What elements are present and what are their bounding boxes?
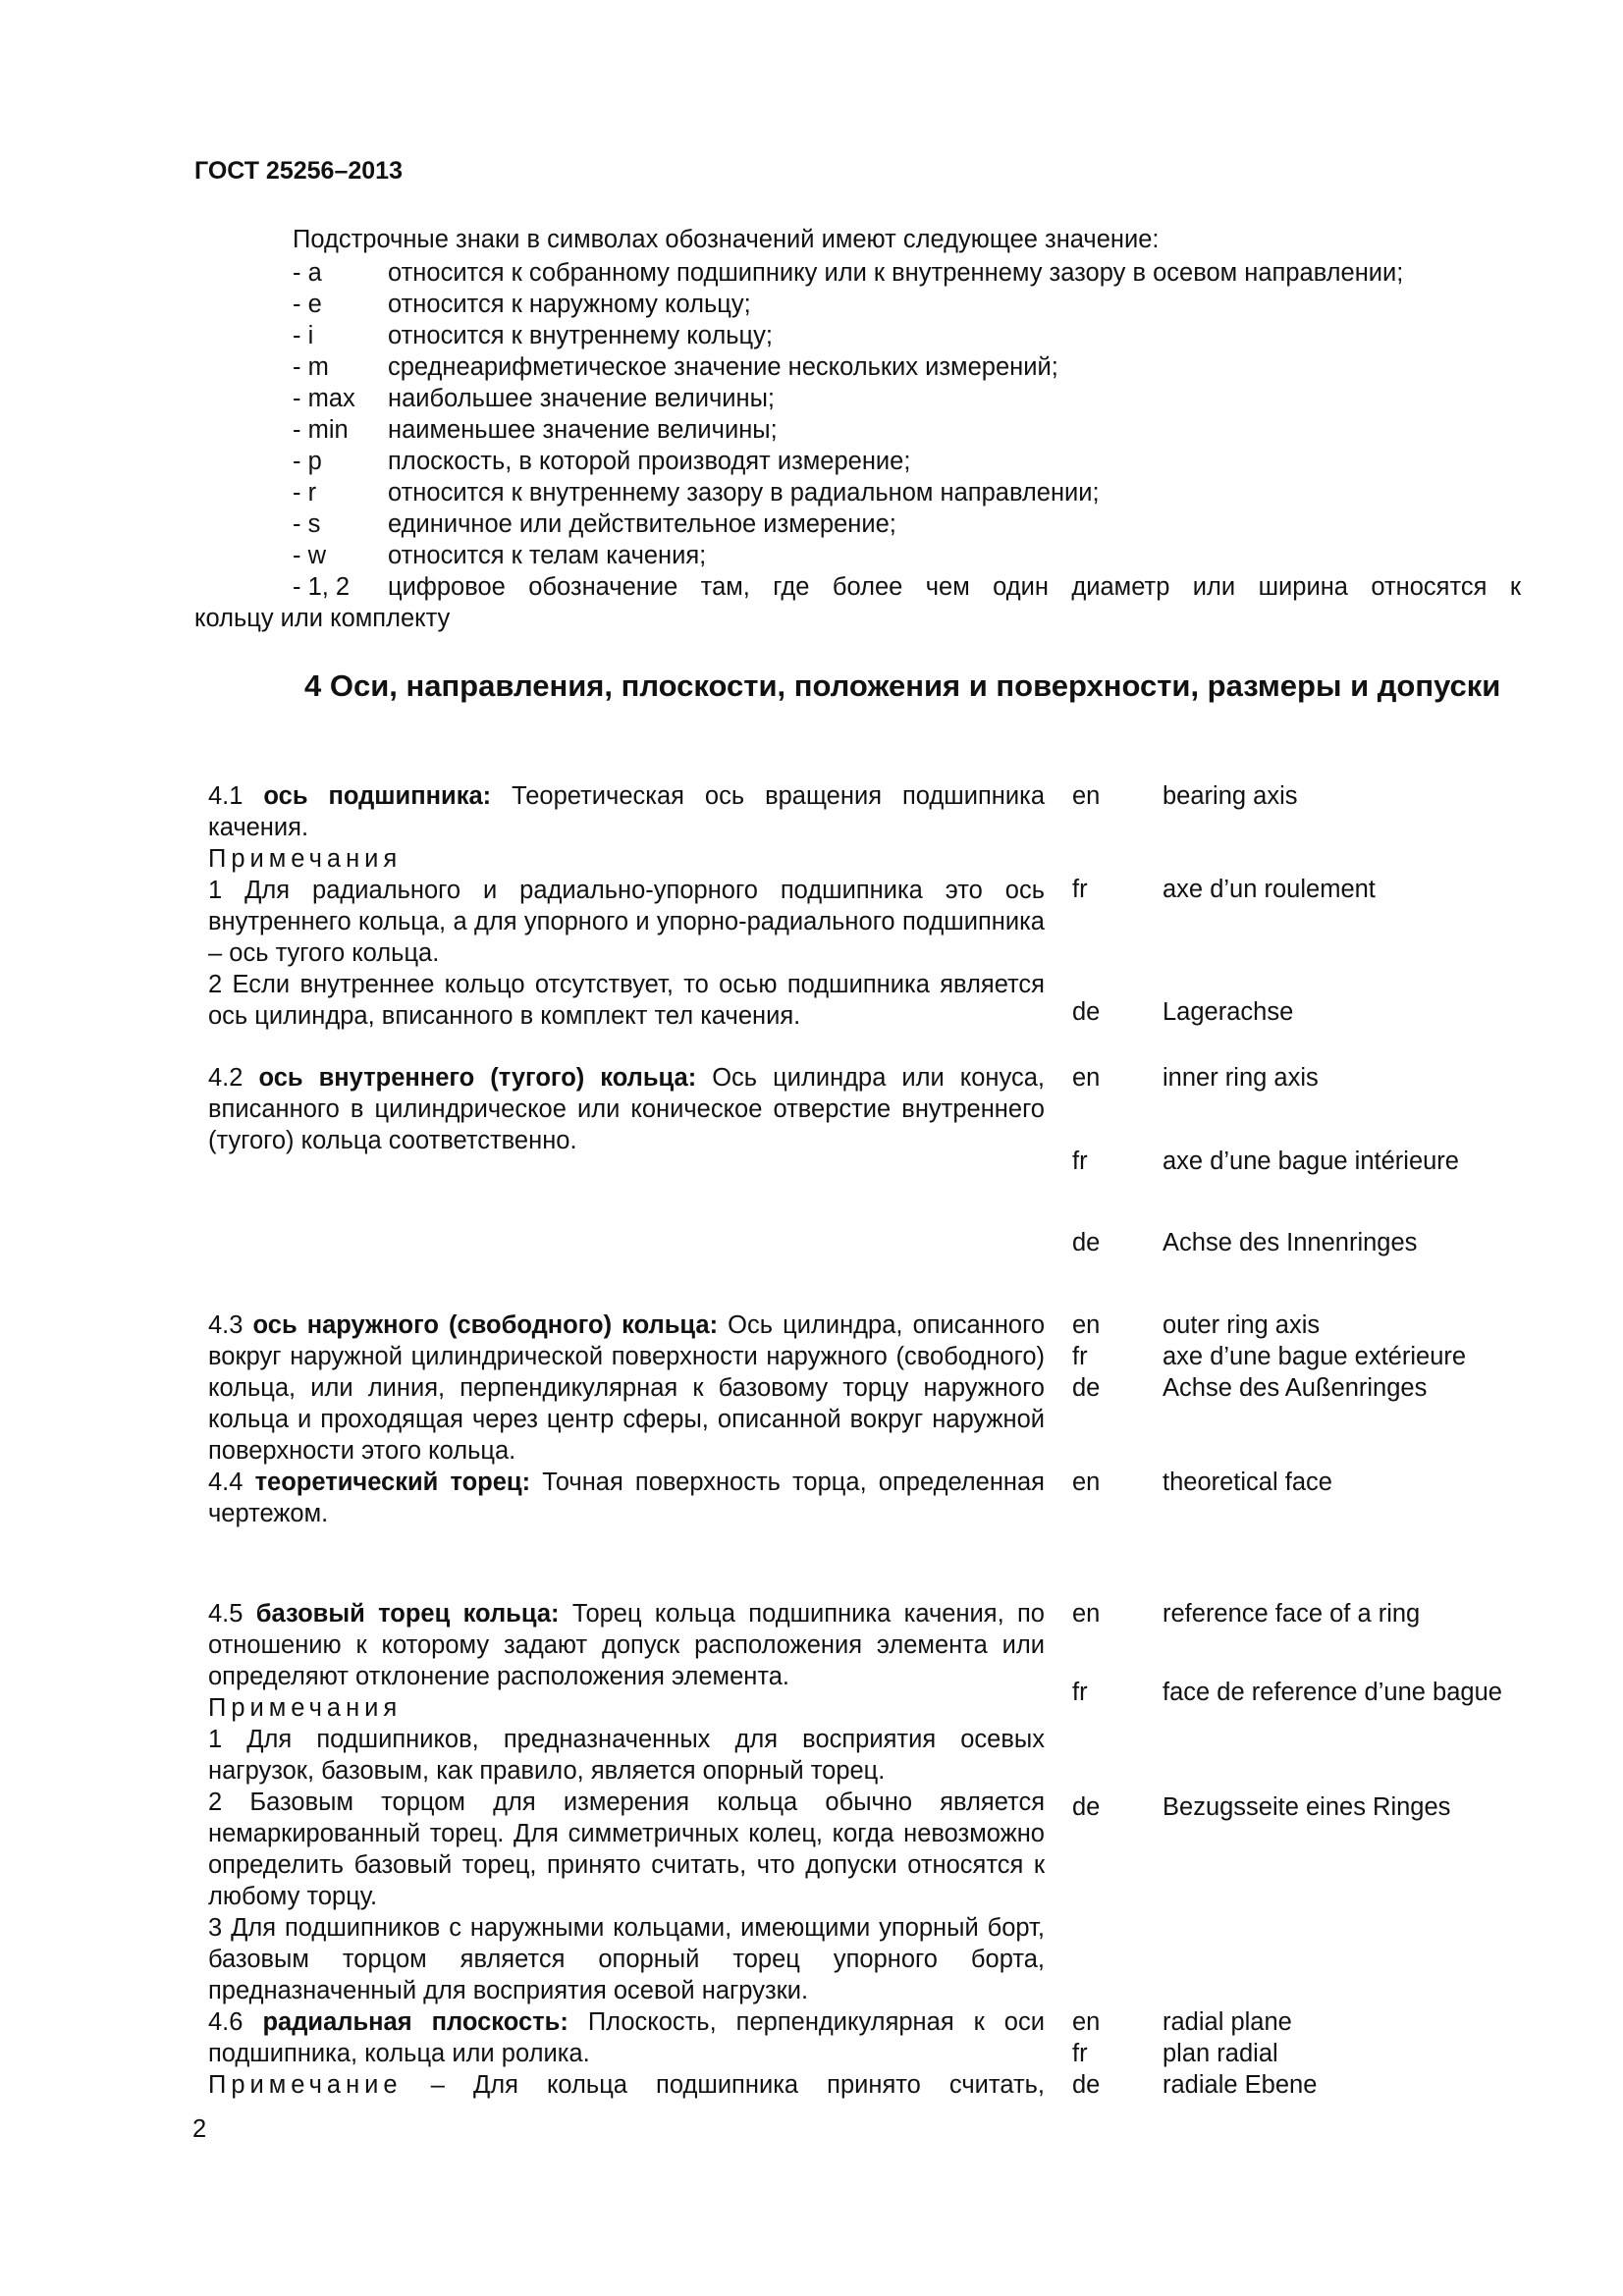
equivalent-term-de: radiale Ebene xyxy=(1163,2071,1318,2099)
term-name: ось подшипника: xyxy=(263,782,492,810)
section-title: 4 Оси, направления, плоскости, положения и поверхности, размеры и допуски xyxy=(304,668,1501,703)
subscript-meaning: среднеарифметическое значение нескольких измерений; xyxy=(388,353,1058,381)
lang-code-de: de xyxy=(1072,998,1101,1026)
equivalent-term-en: reference face of a ring xyxy=(1163,1600,1421,1628)
term-number: 4.2 xyxy=(208,1064,243,1092)
equivalent-term-fr: plan radial xyxy=(1163,2040,1278,2067)
subscript-meaning: относится к телам качения; xyxy=(388,542,707,569)
subscript-last-word: относятся xyxy=(1371,573,1488,601)
subscript-symbol: - 1, 2 xyxy=(293,573,351,601)
term-number: 4.1 xyxy=(208,782,243,810)
subscript-last-word: диаметр xyxy=(1071,573,1170,601)
note-label: Примечание xyxy=(208,2071,403,2099)
subscript-symbol: - m xyxy=(293,353,329,381)
subscript-symbol: - e xyxy=(293,291,322,318)
lang-code-de: de xyxy=(1072,1793,1101,1821)
term-number: 4.6 xyxy=(208,2008,243,2036)
subscript-last-word: цифровое xyxy=(388,573,506,601)
subscript-last-word: ширина xyxy=(1258,573,1348,601)
term-name: базовый торец кольца: xyxy=(255,1600,560,1628)
term-name: теоретический торец: xyxy=(254,1468,531,1496)
equivalent-term-fr: axe d’une bague extérieure xyxy=(1163,1343,1467,1370)
term-name: ось наружного (свободного) кольца: xyxy=(252,1311,719,1339)
subscript-symbol: - s xyxy=(293,510,321,538)
subscript-last-text xyxy=(388,571,1521,603)
page-number: 2 xyxy=(192,2115,207,2143)
subscript-last-word: там, xyxy=(700,573,750,601)
subscripts-intro: Подстрочные знаки в символах обозначений имеют следующее значение: xyxy=(293,226,1160,253)
subscript-meaning: наименьшее значение величины; xyxy=(388,416,778,444)
lang-code-en: en xyxy=(1072,1468,1101,1496)
subscript-symbol: - w xyxy=(293,542,326,569)
lang-code-de: de xyxy=(1072,2071,1101,2099)
term-name: радиальная плоскость: xyxy=(262,2008,568,2036)
term-definition: Торец кольца подшипника качения, по отношению к которому задают допуск расположения элемента или определяют отклонение расположения элемента. xyxy=(208,1600,1045,1690)
term-definition: Плоскость, перпендикулярная к оси подшипника, кольца или ролика. xyxy=(208,2008,1045,2067)
lang-code-en: en xyxy=(1072,1600,1101,1628)
lang-code-fr: fr xyxy=(1072,1148,1088,1175)
subscript-meaning: единичное или действительное измерение; xyxy=(388,510,896,538)
term-4-1 xyxy=(208,780,1045,1032)
note-2: 2 Если внутреннее кольцо отсутствует, то осью подшипника является ось цилиндра, вписанного в комплект тел качения. xyxy=(208,971,1045,1030)
term-4-3 xyxy=(208,1309,1045,1467)
term-4-5 xyxy=(208,1598,1045,2006)
subscript-last-word: обозначение xyxy=(528,573,678,601)
subscript-meaning: относится к внутреннему зазору в радиальном направлении; xyxy=(388,479,1100,507)
term-number: 4.3 xyxy=(208,1311,243,1339)
term-definition: Точная поверхность торца, определенная чертежом. xyxy=(208,1468,1045,1527)
lang-code-fr: fr xyxy=(1072,1343,1088,1370)
equivalent-term-de: Achse des Innenringes xyxy=(1163,1229,1418,1256)
equivalent-term-en: bearing axis xyxy=(1163,782,1298,810)
subscript-symbol: - i xyxy=(293,322,314,349)
subscript-symbol: - r xyxy=(293,479,317,507)
note-3: 3 Для подшипников с наружными кольцами, имеющими упорный борт, базовым торцом является опорный торец упорного борта, предназначенный для восприятия осевой нагрузки. xyxy=(208,1914,1045,2004)
lang-code-fr: fr xyxy=(1072,2040,1088,2067)
lang-code-de: de xyxy=(1072,1374,1101,1402)
term-definition: Ось цилиндра или конуса, вписанного в цилиндрическое или коническое отверстие внутреннего (тугого) кольца соответственно. xyxy=(208,1064,1045,1154)
subscript-symbol: - min xyxy=(293,416,349,444)
subscript-last-word: чем xyxy=(925,573,970,601)
document-header: ГОСТ 25256–2013 xyxy=(194,157,403,185)
subscript-meaning: относится к внутреннему кольцу; xyxy=(388,322,773,349)
term-definition: Теоретическая ось вращения подшипника качения. xyxy=(208,782,1045,841)
subscript-last-word: где xyxy=(773,573,810,601)
lang-code-fr: fr xyxy=(1072,876,1088,903)
subscript-meaning: наибольшее значение величины; xyxy=(388,385,776,412)
lang-code-fr: fr xyxy=(1072,1679,1088,1706)
note-text: – Для кольца подшипника принято считать, xyxy=(430,2071,1045,2099)
equivalent-term-fr: axe d’un roulement xyxy=(1163,876,1376,903)
note-1: 1 Для радиального и радиально-упорного подшипника это ось внутреннего кольца, а для упорного и упорно-радиального подшипника – ось тугого кольца. xyxy=(208,877,1045,967)
term-number: 4.5 xyxy=(208,1600,243,1628)
term-definition: Ось цилиндра, описанного вокруг наружной цилиндрической поверхности наружного (свободного) кольца, или линия, перпендикулярная к базовому торцу наружного кольца и проходящая через центр сферы, описанной вокруг наружной поверхности этого кольца. xyxy=(208,1311,1046,1465)
equivalent-term-en: outer ring axis xyxy=(1163,1311,1321,1339)
term-4-4 xyxy=(208,1467,1045,1529)
lang-code-de: de xyxy=(1072,1229,1101,1256)
subscript-last-word: или xyxy=(1192,573,1236,601)
notes-label: Примечания xyxy=(208,845,403,873)
subscript-last-word: более xyxy=(832,573,903,601)
subscript-meaning: относится к собранному подшипнику или к внутреннему зазору в осевом направлении; xyxy=(388,259,1404,287)
equivalent-term-de: Bezugsseite eines Ringes xyxy=(1163,1793,1451,1821)
term-4-6 xyxy=(208,2006,1045,2101)
term-number: 4.4 xyxy=(208,1468,243,1496)
equivalent-term-de: Achse des Außenringes xyxy=(1163,1374,1428,1402)
subscript-meaning: плоскость, в которой производят измерение; xyxy=(388,448,911,475)
subscript-last-word: один xyxy=(993,573,1049,601)
lang-code-en: en xyxy=(1072,1064,1101,1092)
term-name: ось внутреннего (тугого) кольца: xyxy=(258,1064,697,1092)
notes-label: Примечания xyxy=(208,1694,403,1722)
equivalent-term-fr: face de reference d’une bague xyxy=(1163,1679,1502,1706)
lang-code-en: en xyxy=(1072,782,1101,810)
subscript-last-word: к xyxy=(1509,573,1521,601)
equivalent-term-de: Lagerachse xyxy=(1163,998,1294,1026)
equivalent-term-fr: axe d’une bague intérieure xyxy=(1163,1148,1459,1175)
equivalent-term-en: theoretical face xyxy=(1163,1468,1332,1496)
term-4-2 xyxy=(208,1062,1045,1156)
equivalent-term-en: radial plane xyxy=(1163,2008,1292,2036)
subscript-meaning: относится к наружному кольцу; xyxy=(388,291,751,318)
equivalent-term-en: inner ring axis xyxy=(1163,1064,1319,1092)
lang-code-en: en xyxy=(1072,2008,1101,2036)
note-1: 1 Для подшипников, предназначенных для восприятия осевых нагрузок, базовым, как правило, является опорный торец. xyxy=(208,1726,1045,1785)
subscript-symbol: - a xyxy=(293,259,322,287)
lang-code-en: en xyxy=(1072,1311,1101,1339)
subscript-symbol: - max xyxy=(293,385,355,412)
subscript-symbol: - p xyxy=(293,448,322,475)
subscript-last-continuation: кольцу или комплекту xyxy=(194,605,451,632)
note-2: 2 Базовым торцом для измерения кольца обычно является немаркированный торец. Для симметричных колец, когда невозможно определить базовый торец, принято считать, что допуски относятся к любому торцу. xyxy=(208,1789,1045,1910)
